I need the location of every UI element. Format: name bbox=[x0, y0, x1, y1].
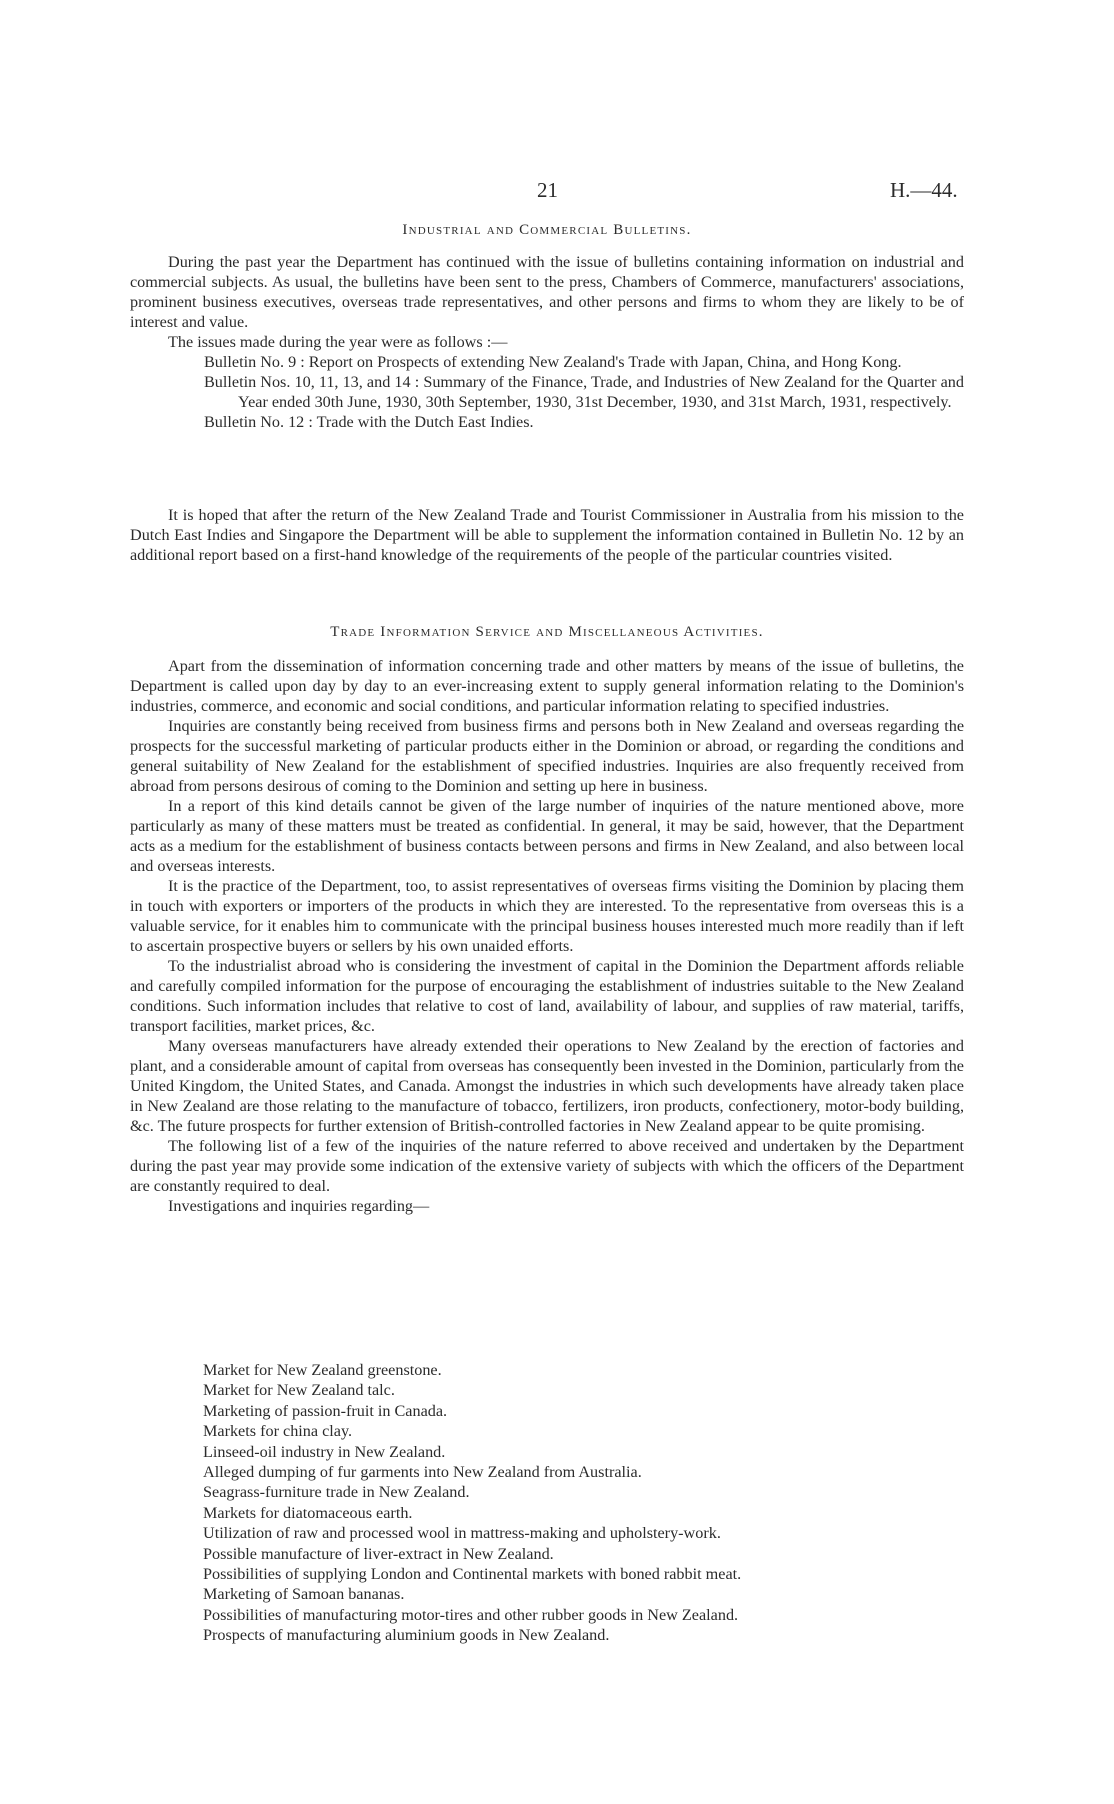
document-reference: H.—44. bbox=[890, 178, 958, 202]
bulletin-item: Bulletin Nos. 10, 11, 13, and 14 : Summary of the Finance, Trade, and Industries of New Zealand for the Quarter and Year ended 30th June, 1930, 30th September, 1930, 31st December, 1930, and 31st March, 1931, respectively. bbox=[204, 373, 964, 411]
paragraph: The issues made during the year were as follows :— bbox=[168, 333, 508, 351]
paragraph: The following list of a few of the inquiries of the nature referred to above received and undertaken by the Department during the past year may provide some indication of the extensive variety of subjects with which the officers of the Department are constantly required to deal. bbox=[130, 1137, 964, 1195]
investigations-list bbox=[203, 1360, 963, 1646]
list-item: Utilization of raw and processed wool in mattress-making and upholstery-work. bbox=[203, 1524, 721, 1543]
paragraph: Many overseas manufacturers have already extended their operations to New Zealand by the erection of factories and plant, and a considerable amount of capital from overseas has consequently been invested in the Dominion, particularly from the United Kingdom, the United States, and Canada. Amongst the industries in which such developments have already taken place in New Zealand are those relating to the manufacture of tobacco, fertilizers, iron products, confectionery, motor-body building, &c. The future prospects for further extension of British-controlled factories in New Zealand appear to be quite promising. bbox=[130, 1037, 964, 1135]
list-item: Markets for diatomaceous earth. bbox=[203, 1503, 413, 1522]
list-item: Possible manufacture of liver-extract in New Zealand. bbox=[203, 1544, 554, 1563]
paragraph: Apart from the dissemination of information concerning trade and other matters by means of the issue of bulletins, the Department is called upon day by day to an ever-increasing extent to supply general information relating to the Dominion's industries, commerce, and economic and social conditions, and particular information relating to specified industries. bbox=[130, 657, 964, 715]
paragraph: It is hoped that after the return of the New Zealand Trade and Tourist Commissioner in Australia from his mission to the Dutch East Indies and Singapore the Department will be able to supplement the information contained in Bulletin No. 12 by an additional report based on a first-hand knowledge of the requirements of the people of the particular countries visited. bbox=[130, 506, 964, 564]
section-heading-bulletins: Industrial and Commercial Bulletins. bbox=[402, 222, 692, 238]
section-heading-trade-information: Trade Information Service and Miscellaneous Activities. bbox=[330, 624, 764, 640]
list-item: Linseed-oil industry in New Zealand. bbox=[203, 1442, 446, 1461]
page-number: 21 bbox=[537, 178, 558, 202]
bulletin-item: Bulletin No. 12 : Trade with the Dutch East Indies. bbox=[204, 413, 534, 431]
list-item: Markets for china clay. bbox=[203, 1422, 353, 1441]
paragraph: During the past year the Department has continued with the issue of bulletins containing information on industrial and commercial subjects. As usual, the bulletins have been sent to the press, Chambers of Commerce, manufacturers' associations, prominent business executives, overseas trade representatives, and other persons and firms to whom they are likely to be of interest and value. bbox=[130, 253, 964, 331]
paragraph: It is the practice of the Department, too, to assist representatives of overseas firms visiting the Dominion by placing them in touch with exporters or importers of the products in which they are interested. To the representative from overseas this is a valuable service, for it enables him to communicate with the principal business houses interested much more readily than if left to ascertain prospective buyers or sellers by his own unaided efforts. bbox=[130, 877, 964, 955]
list-item: Marketing of passion-fruit in Canada. bbox=[203, 1401, 448, 1420]
paragraph: Inquiries are constantly being received from business firms and persons both in New Zealand and overseas regarding the prospects for the successful marketing of particular products either in the Dominion or abroad, or regarding the conditions and general suitability of New Zealand for the establishment of specified industries. Inquiries are also frequently received from abroad from persons desirous of coming to the Dominion and setting up here in business. bbox=[130, 717, 964, 795]
section-body-bulletins bbox=[130, 252, 964, 432]
list-item: Marketing of Samoan bananas. bbox=[203, 1585, 405, 1604]
list-item: Possibilities of manufacturing motor-tires and other rubber goods in New Zealand. bbox=[203, 1605, 739, 1624]
paragraph: To the industrialist abroad who is considering the investment of capital in the Dominion the Department affords reliable and carefully compiled information for the purpose of encouraging the establishment of industries suitable to the New Zealand conditions. Such information includes that relative to cost of land, availability of labour, and supplies of raw material, tariffs, transport facilities, market prices, &c. bbox=[130, 957, 964, 1035]
bulletin-item: Bulletin No. 9 : Report on Prospects of extending New Zealand's Trade with Japan, China, and Hong Kong. bbox=[204, 353, 902, 371]
list-item: Market for New Zealand greenstone. bbox=[203, 1361, 442, 1379]
section-body-closing bbox=[130, 505, 964, 565]
list-item: Market for New Zealand talc. bbox=[203, 1381, 395, 1400]
list-item: Alleged dumping of fur garments into New Zealand from Australia. bbox=[203, 1463, 642, 1482]
list-item: Possibilities of supplying London and Continental markets with boned rabbit meat. bbox=[203, 1565, 742, 1584]
paragraph: Investigations and inquiries regarding— bbox=[168, 1197, 430, 1215]
paragraph: In a report of this kind details cannot be given of the large number of inquiries of the nature mentioned above, more particularly as many of these matters must be treated as confidential. In general, it may be said, however, that the Department acts as a medium for the establishment of business contacts between persons and firms in New Zealand, and also between local and overseas interests. bbox=[130, 797, 964, 875]
section-body-trade-information bbox=[130, 656, 964, 1216]
list-item: Seagrass-furniture trade in New Zealand. bbox=[203, 1483, 470, 1502]
list-item: Prospects of manufacturing aluminium goods in New Zealand. bbox=[203, 1626, 610, 1645]
